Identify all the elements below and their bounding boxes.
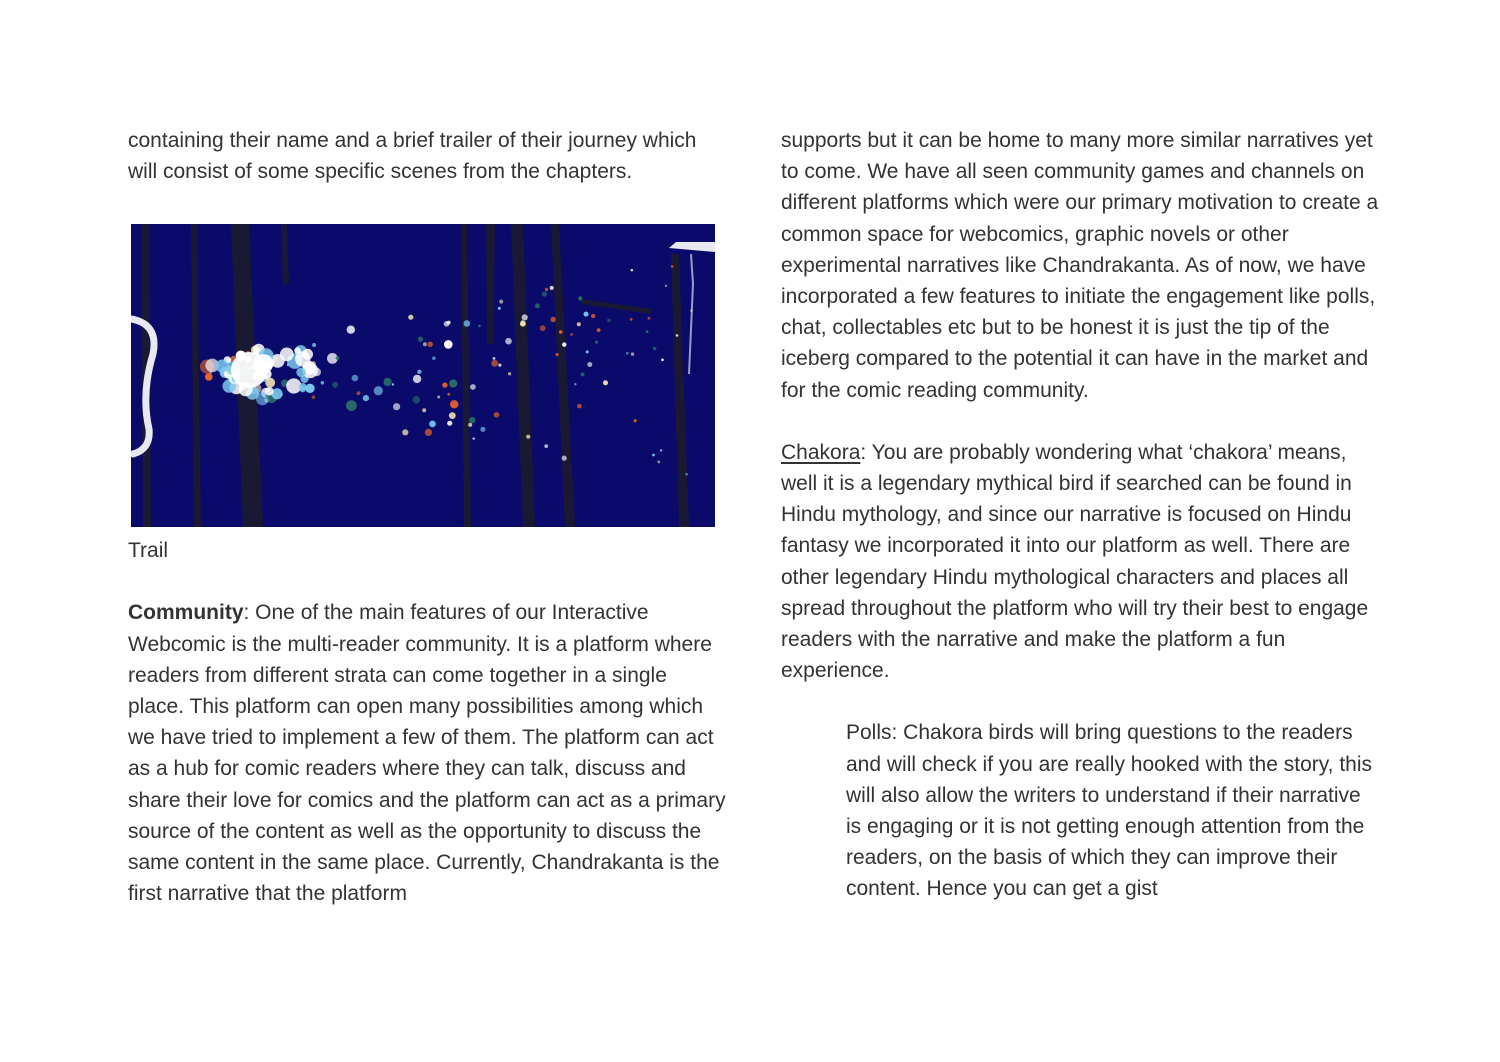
particle [562,343,566,347]
particle [393,404,400,411]
particle [587,362,592,367]
particle [449,413,456,420]
particle [505,338,512,345]
particle [648,317,651,320]
particle [542,292,547,297]
particle [494,412,500,418]
particle [597,329,601,333]
particle [493,357,496,360]
particle [447,421,452,426]
particle [660,450,662,452]
particle [425,429,432,436]
particle [498,307,501,310]
particle [685,474,687,476]
particle [428,342,433,347]
particle [491,360,498,367]
particle [526,435,530,439]
particle [408,315,413,320]
chakora-heading: Chakora [781,440,861,464]
particle [265,387,274,396]
particle [607,319,611,323]
particle [447,393,450,396]
particle [413,396,421,404]
particle [413,375,421,383]
particle [305,384,314,393]
particle [603,381,608,386]
particle [352,375,359,382]
particle [559,331,563,335]
particle [577,323,581,327]
particle [595,341,598,344]
particle [550,317,555,322]
community-body: : One of the main features of our Interactive Webcomic is the multi-reader community. It is a platform where readers from different strata can come together in a single place. This platform can open many possibilities among which we have tried to implement a few of them. The platform can act as a hub for comic readers where they can talk, discuss and share their love for comics and the platform can act as a primary source of the content as well as the opportunity to discuss the same content in the same place. Currently, Chandrakanta is the first narrative that the platform [128,601,726,906]
particle [444,321,450,327]
particle [374,387,383,396]
particle [584,312,589,317]
polls-paragraph: Polls: Chakora birds will bring questions to the readers and will check if you are really hooked with the story, this will also allow the writers to understand if their narrative is engaging or it is not getting enough attention from the readers, on the basis of which they can improve their content. Hence you can get a gist [846,721,1373,901]
particle [556,353,559,356]
particle [535,304,540,309]
particle [631,353,634,356]
particle [347,326,355,334]
particle [468,423,472,427]
particle [581,373,585,377]
particle [630,318,633,321]
particle [280,348,294,362]
intro-paragraph: containing their name and a brief trailer of their journey which will consist of some specific scenes from the chapters. [128,129,697,184]
particle [634,420,637,423]
particle [432,357,435,360]
particle [363,395,369,401]
community-paragraph [128,597,728,909]
particle [574,383,576,385]
particle [423,343,427,347]
particle [265,378,275,388]
particle [626,352,629,355]
particle [498,364,501,367]
particle [522,315,528,321]
particle [418,337,423,342]
particle [442,383,447,388]
left-column [128,125,728,909]
particle [449,380,457,388]
particle [473,438,475,440]
particle [652,454,655,457]
particle [286,379,301,394]
particle [296,368,306,378]
particle [384,378,392,386]
particle [661,359,664,362]
community-heading: Community [128,601,244,625]
particle [402,430,408,436]
particle [631,269,634,272]
particle [550,286,554,290]
particle [545,288,548,291]
particle [470,385,476,391]
particle [464,321,471,328]
particle [562,456,567,461]
particle [450,401,458,409]
particle [357,392,361,396]
particle [332,382,338,388]
particle [499,300,503,304]
particle [586,351,589,354]
particle [544,445,548,449]
chakora-paragraph [781,437,1381,687]
particle [690,310,692,312]
particle [321,381,325,385]
particle [422,409,426,413]
particle [336,357,340,361]
particle [478,325,481,328]
figure-caption: Trail [128,539,169,563]
chakora-body: : You are probably wondering what ‘chakora’ means, well it is a legendary mythical bird if searched can be found in Hindu mythology, and since our narrative is focused on Hindu fantasy we incorporated it into our platform as well. There are other legendary Hindu mythological characters and places all spread throughout the platform who will try their best to engage readers with the narrative and make the platform a fun experience. [781,440,1369,683]
trail-image [131,224,715,527]
particle [295,352,310,367]
particle [205,374,213,382]
particle [676,335,679,338]
particle [520,321,526,327]
particle [570,334,573,337]
particle [437,396,440,399]
particle [444,341,453,350]
particle [671,266,674,269]
particle [346,401,357,412]
particle [469,417,475,423]
particle [578,297,582,301]
particle [216,360,229,373]
particle [577,404,582,409]
particle [480,427,485,432]
trail-figure [131,224,715,527]
right-column [781,125,1381,905]
particle [306,369,312,375]
continuation-paragraph: supports but it can be home to many more similar narratives yet to come. We have all seen community games and channels on different platforms which were our primary motivation to create a common space for webcomics, graphic novels or other experimental narratives like Chandrakanta. As of now, we have incorporated a few features to initiate the engagement like polls, chat, collectables etc but to be honest it is just the tip of the iceberg compared to the potential it can have in the market and for the comic reading community. [781,129,1379,402]
particle [417,370,421,374]
particle [429,421,436,428]
particle [653,347,657,351]
particle [312,343,316,347]
particle [540,326,546,332]
trail-background [131,224,715,527]
particle [299,383,306,390]
particle [392,384,394,386]
particle [646,331,649,334]
particle [591,314,595,318]
particle [657,461,660,464]
particle [665,285,667,287]
particle [508,373,511,376]
particle [312,396,316,400]
